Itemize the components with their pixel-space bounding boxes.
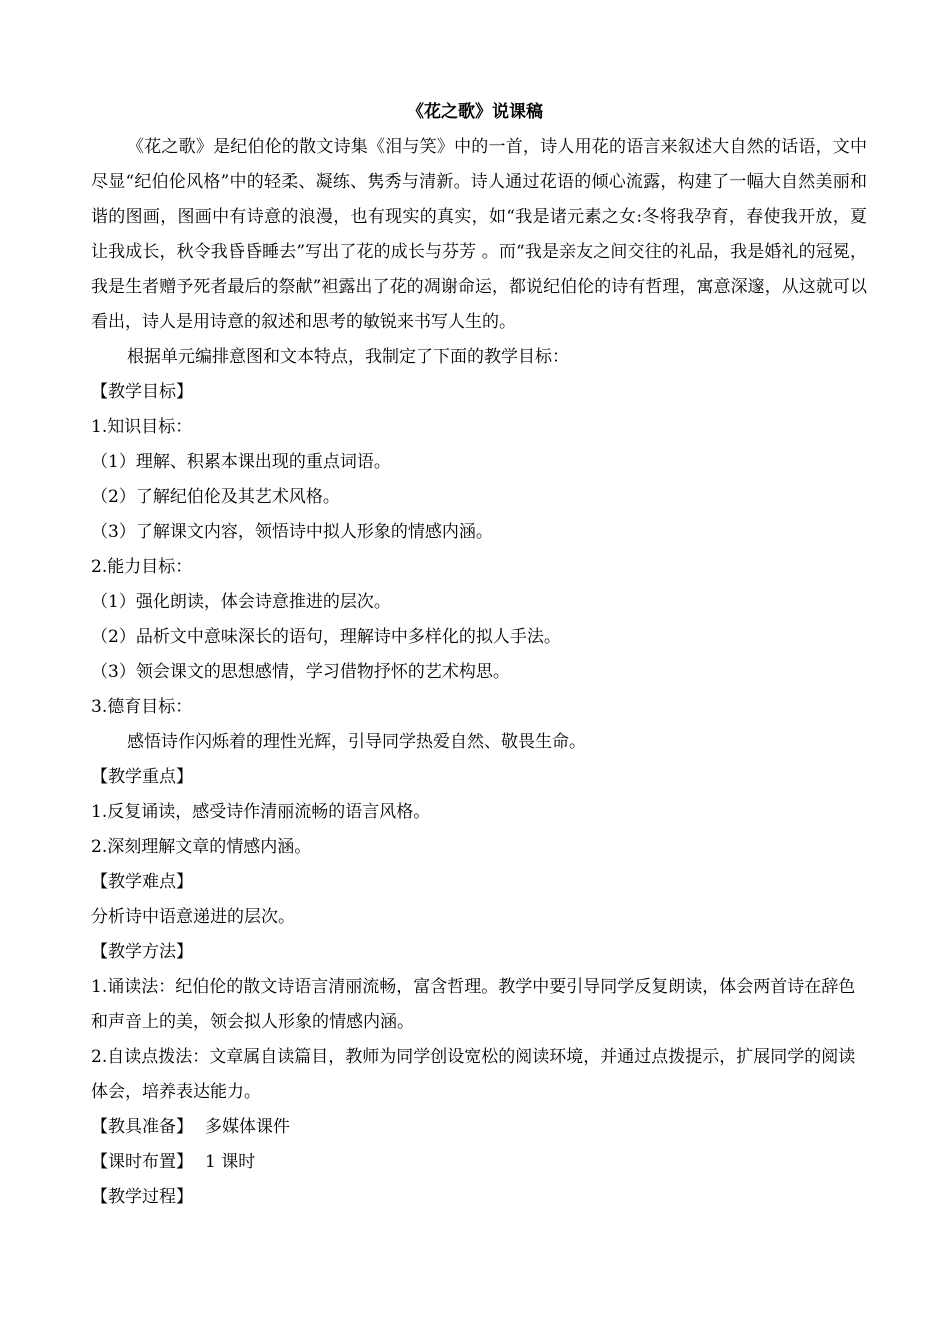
moral-text: 感悟诗作闪烁着的理性光辉，引导同学热爱自然、敬畏生命。 [127,732,586,752]
document-title: 《花之歌》说课稿 [407,102,543,122]
tools-value: 多媒体课件 [205,1117,290,1137]
knowledge-item-2: （2）了解纪伯伦及其艺术风格。 [91,487,340,507]
key-point-2: 2.深刻理解文章的情感内涵。 [91,837,312,857]
knowledge-item-3: （3）了解课文内容，领悟诗中拟人形象的情感内涵。 [91,522,493,542]
tools-label: 【教具准备】 [91,1117,193,1137]
intro-paragraph: 《花之歌》是纪伯伦的散文诗集《泪与笑》中的一首，诗人用花的语言来叙述大自然的话语，文中尽显“纪伯伦风格”中的轻柔、凝练、隽秀与清新。诗人通过花语的倾心流露，构建了一幅大自然美丽和谐的图画，图画中有诗意的浪漫，也有现实的真实，如“我是诸元素之女:冬将我孕育，春使我开放，夏让我成长，秋令我昏昏睡去”写出了花的成长与芬芳 。而“我是亲友之间交往的礼品，我是婚礼的冠冕，我是生者赠予死者最后的祭献”袒露出了花的凋谢命运，都说纪伯伦的诗有哲理，寓意深邃，从这就可以看出，诗人是用诗意的叙述和思考的敏锐来书写人生的。 [91,137,867,332]
ability-heading: 2.能力目标： [91,557,193,577]
schedule-label: 【课时布置】 [91,1152,193,1172]
ability-item-2: （2）品析文中意味深长的语句，理解诗中多样化的拟人手法。 [91,627,561,647]
method-1: 1.诵读法：纪伯伦的散文诗语言清丽流畅，富含哲理。教学中要引导同学反复朗读，体会两首诗在辞色和声音上的美，领会拟人形象的情感内涵。 [91,977,856,1032]
moral-heading: 3.德育目标： [91,697,193,717]
key-points-heading: 【教学重点】 [91,767,193,787]
difficulty-text: 分析诗中语意递进的层次。 [91,907,295,927]
ability-item-3: （3）领会课文的思想感情，学习借物抒怀的艺术构思。 [91,662,510,682]
tools-line [91,1110,867,1145]
ability-item-1: （1）强化朗读，体会诗意推进的层次。 [91,592,391,612]
method-2: 2.自读点拨法：文章属自读篇目，教师为同学创设宽松的阅读环境，并通过点拨提示，扩展同学的阅读体会，培养表达能力。 [91,1047,856,1102]
knowledge-item-1: （1）理解、积累本课出现的重点词语。 [91,452,391,472]
process-heading: 【教学过程】 [91,1187,193,1207]
objectives-heading: 【教学目标】 [91,382,193,402]
goal-intro: 根据单元编排意图和文本特点，我制定了下面的教学目标： [127,347,569,367]
key-point-1: 1.反复诵读，感受诗作清丽流畅的语言风格。 [91,802,431,822]
document-body [91,130,867,1215]
knowledge-heading: 1.知识目标： [91,417,193,437]
schedule-value: 1 课时 [205,1152,256,1172]
methods-heading: 【教学方法】 [91,942,193,962]
schedule-line [91,1145,867,1180]
difficulty-heading: 【教学难点】 [91,872,193,892]
